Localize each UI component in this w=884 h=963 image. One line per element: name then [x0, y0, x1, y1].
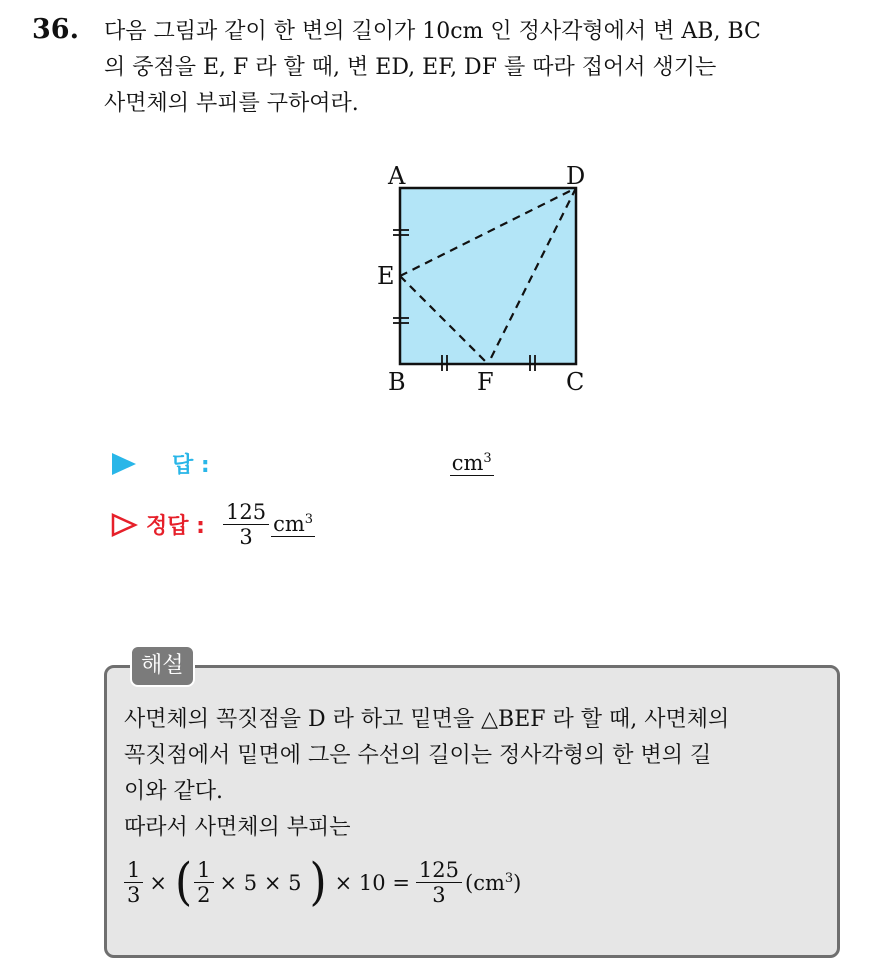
- answer-blank[interactable]: [450, 451, 494, 476]
- label-a: A: [388, 162, 406, 190]
- question-number: 36.: [32, 14, 79, 45]
- correct-denominator: 3: [239, 525, 253, 549]
- explanation-text: [124, 702, 830, 846]
- times-sign: ×: [149, 870, 167, 895]
- result-unit-text: (cm: [465, 870, 505, 895]
- frac-one-half: [194, 858, 213, 907]
- correct-arrow-icon: [110, 512, 138, 538]
- result-numerator: 125: [416, 858, 462, 883]
- correct-unit-field: [271, 512, 315, 537]
- label-e: E: [377, 262, 395, 290]
- question-line: 의 중점을 E, F 라 할 때, 변 ED, EF, DF 를 따라 접어서 생기는: [104, 55, 717, 80]
- question-line: 다음 그림과 같이 한 변의 길이가 10cm 인 정사각형에서 변 AB, BC: [104, 19, 761, 44]
- f2-denominator: 2: [197, 883, 211, 907]
- left-paren: (: [174, 852, 193, 912]
- frac-result: [416, 858, 462, 907]
- result-unit-exp: 3: [504, 870, 514, 886]
- question-text: [104, 14, 864, 122]
- answer-label: 답 :: [172, 453, 210, 478]
- correct-numerator: 125: [223, 500, 269, 525]
- answer-arrow-icon: [110, 451, 138, 477]
- correct-label: 정답 :: [146, 514, 205, 539]
- explanation-line: 사면체의 꼭짓점을 D 라 하고 밑면을 △BEF 라 할 때, 사면체의: [124, 707, 730, 732]
- question-line: 사면체의 부피를 구하여라.: [104, 91, 359, 116]
- right-paren: ): [309, 852, 327, 912]
- explanation-line: 꼭짓점에서 밑면에 그은 수선의 길이는 정사각형의 한 변의 길: [124, 743, 712, 768]
- correct-unit: cm: [273, 512, 305, 536]
- volume-formula: [124, 852, 522, 912]
- inner-product: × 5 × 5: [219, 870, 302, 895]
- label-f: F: [477, 368, 494, 396]
- correct-unit-exp: 3: [304, 512, 314, 527]
- correct-answer-row: [110, 500, 315, 549]
- explanation-tag: 해설: [130, 645, 195, 687]
- answer-unit: cm: [451, 451, 484, 475]
- answer-unit-exp: 3: [483, 451, 492, 466]
- label-c: C: [566, 368, 585, 396]
- result-unit: [465, 871, 521, 895]
- f1-numerator: 1: [124, 858, 143, 883]
- explanation-line: 이와 같다.: [124, 779, 223, 804]
- times-ten-equals: × 10 =: [334, 870, 410, 895]
- f1-denominator: 3: [127, 883, 141, 907]
- result-unit-close: ): [513, 870, 522, 895]
- f2-numerator: 1: [194, 858, 213, 883]
- explanation-line: 따라서 사면체의 부피는: [124, 815, 351, 840]
- label-b: B: [388, 368, 406, 396]
- square-figure: [360, 158, 600, 398]
- label-d: D: [566, 162, 586, 190]
- square-abcd: [400, 188, 576, 364]
- correct-fraction: [223, 500, 269, 549]
- frac-one-third: [124, 858, 143, 907]
- result-denominator: 3: [432, 883, 446, 907]
- answer-row: [110, 448, 494, 479]
